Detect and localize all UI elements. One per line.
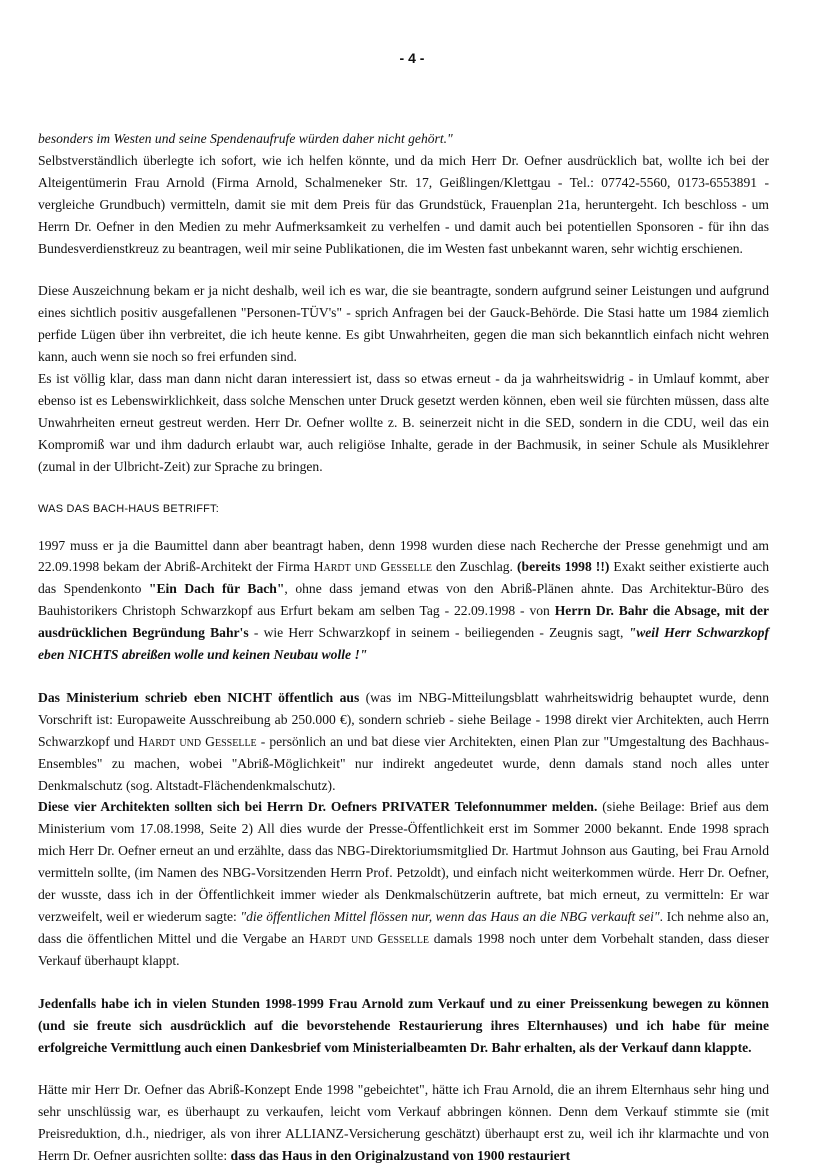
text-run: - wie Herr Schwarzkopf in seinem - beiliegenden - Zeugnis sagt, [248,625,629,641]
text-run: den Zuschlag. [431,559,517,575]
paragraph-1 [38,128,769,259]
document-body [38,128,769,1167]
paragraph-2 [38,280,769,477]
paragraph-1-text: Selbstverständlich überlegte ich sofort, wie ich helfen könnte, und da mich Herr Dr. Oefner ausdrücklich bat, wollte ich bei der Alteigentümerin Frau Arnold (Firma Arnold, Schalmeneker Str. 17, Geißlingen/Klettgau - Tel.: 07742-5560, 0173-6553891 - vergleiche Grundbuch) vermitteln, damit sie mit dem Preis für das Grundstück, Frauenplan 21a, heruntergeht. Ich beschloss - um Herrn Dr. Oefner in den Medien zu mehr Aufmerksamkeit zu verhelfen - und damit auch bei potentiellen Sponsoren - für ihn das Bundesverdienstkreuz zu beantragen, weil mir seine Publikationen, die im Westen fast unbekannt waren, sehr wichtig erschienen. [38,152,769,256]
paragraph-2-text-b: Es ist völlig klar, dass man dann nicht daran interessiert ist, dass so etwas erneut - da ja wahrheitswidrig - in Umlauf kommt, aber ebenso ist es Lebenswirklichkeit, dass solche Menschen unter Druck gesetzt werden können, eben weil sie fürchten müssen, dass alte Unwahrheiten erneut gestreut werden. Herr Dr. Oefner wollte z. B. seinerzeit nicht in die SED, sondern in die CDU, weil das ein Kompromiß war und ihm dadurch erlaubt war, auch religiöse Inhalte, gerade in der Bachmusik, in seiner Schule als Musiklehrer (zumal in der Ulbricht-Zeit) zur Sprache zu bringen. [38,371,769,474]
text-run: (siehe Beilage: Brief aus dem Ministerium vom 17.08.1998, Seite 2) All dies wurde der Presse-Öffentlichkeit erst im Sommer 2000 bekannt. Ende 1998 sprach mich Herr Dr. Oefner erneut an und erzählte, dass das NBG-Direktoriumsmitglied Dr. Hartmut Johnson aus Gauting, bei Frau Arnold vermitteln sollte, (im Namen des NBG-Vorsitzenden Herrn Prof. Petzoldt), und einfach nicht weiterkommen würde. Herr Dr. Oefner, der wusste, dass ich in der Öffentlichkeit immer wieder als Denkmalschützerin auftrete, bat mich erneut, zu vermitteln: Er war verzweifelt, weil er wiederum sagte: [38,799,769,924]
text-run: - persönlich an und bat diese vier Architekten, einen Plan zur "Umgestaltung des Bachhaus-Ensembles" zu machen, wobei "Abriß-Möglichkeit" nur indirekt angedeutet wurde, denn damals stand noch alles unter Denkmalschutz (sog. Altstadt-Flächendenkmalschutz). [38,733,769,793]
paragraph-3 [38,535,769,666]
text-run: . Ich nehme also an, dass die öffentlichen Mittel und die Vergabe an [38,909,769,946]
text-run: Hätte mir Herr Dr. Oefner das Abriß-Konzept Ende 1998 "gebeichtet", hätte ich Frau Arnold, die an ihrem Elternhaus sehr hing und sehr unschlüssig war, es überhaupt zu verkaufen, leicht vom Verkauf abbringen können. Denn dem Verkauf stimmte sie (mit Preisreduktion, d.h., niedriger, als von ihrer ALLIANZ-Versicherung geschätzt) überhaupt erst zu, weil ich ihr klarmachte und von Herrn Dr. Oefner ausrichten sollte: [38,1082,769,1164]
text-run: (was im NBG-Mitteilungsblatt wahrheitswidrig behauptet wurde, denn Vorschrift ist: Europaweite Ausschreibung ab 250.000 €), sondern schrieb - siehe Beilage - 1998 direkt vier Architekten, auch Herrn Schwarzkopf und [38,689,769,749]
firm-name: Hardt und Gesselle [138,733,257,749]
paragraph-5: Jedenfalls habe ich in vielen Stunden 1998-1999 Frau Arnold zum Verkauf und zu einer Preissenkung bewegen zu können (und sie freute sich ausdrücklich auf die bevorstehende Restaurierung ihres Elternhauses) und ich habe für meine erfolgreiche Vermittlung auch einen Dankesbrief vom Ministerialbeamten Dr. Bahr erhalten, als der Verkauf dann klappte. [38,995,769,1055]
text-run: 1997 muss er ja die Baumittel dann aber beantragt haben, denn 1998 wurden diese nach Recherche der Presse genehmigt und am 22.09.1998 bekam der Abriß-Architekt der Firma [38,537,769,575]
section-heading: WAS DAS BACH-HAUS BETRIFFT: [38,502,220,515]
emphasis-bold: Das Ministerium schrieb eben NICHT öffentlich aus [38,689,360,705]
paragraph-4 [38,687,769,972]
firm-name: Hardt und Gesselle [309,930,429,946]
paragraph-6 [38,1079,769,1167]
emphasis-bold: (bereits 1998 !!) [516,559,610,575]
italic-quote-end: besonders im Westen und seine Spendenaufrufe würden daher nicht gehört." [38,131,453,146]
emphasis-bold-italic: "weil Herr Schwarzkopf eben NICHTS abreißen wolle und keinen Neubau wolle !" [38,625,769,663]
emphasis-bold: "Ein Dach für Bach" [148,581,285,597]
emphasis-italic: "die öffentlichen Mittel flössen nur, wenn das Haus an die NBG verkauft sei" [240,909,660,924]
text-run: damals 1998 noch unter dem Vorbehalt standen, dass dieser Verkauf überhaupt klappt. [38,930,770,968]
emphasis-bold: Herrn Dr. Bahr die Absage, mit der ausdrücklichen Begründung Bahr's [38,603,770,641]
paragraph-2-text-a: Diese Auszeichnung bekam er ja nicht deshalb, weil ich es war, die sie beantragte, sondern aufgrund seiner Leistungen und aufgrund eines sichtlich positiv ausgefallenen "Personen-TÜV's" - sprich Anfragen bei der Gauck-Behörde. Die Stasi hatte um 1984 ziemlich perfide Lügen über ihn verbreitet, die ich heute kenne. Es gibt Unwahrheiten, gegen die man sich bekanntlich einfach nicht wehren kann, auch wenn sie noch so frei erfunden sind. [38,283,769,365]
page-number: - 4 - [399,50,425,66]
emphasis-bold: Diese vier Architekten sollten sich bei Herrn Dr. Oefners PRIVATER Telefonnummer melden. [38,799,598,815]
text-run: Exakt seither existierte auch das Spendenkonto [38,559,769,597]
text-run: , ohne dass jemand etwas von den Abriß-Plänen ahnte. Das Architektur-Büro des Bauhistorikers Christoph Schwarzkopf aus Erfurt bekam am selben Tag - 22.09.1998 - von [38,581,769,619]
emphasis-bold: dass das Haus in den Originalzustand von 1900 restauriert [230,1148,571,1164]
firm-name: Hardt und Gesselle [313,559,432,575]
